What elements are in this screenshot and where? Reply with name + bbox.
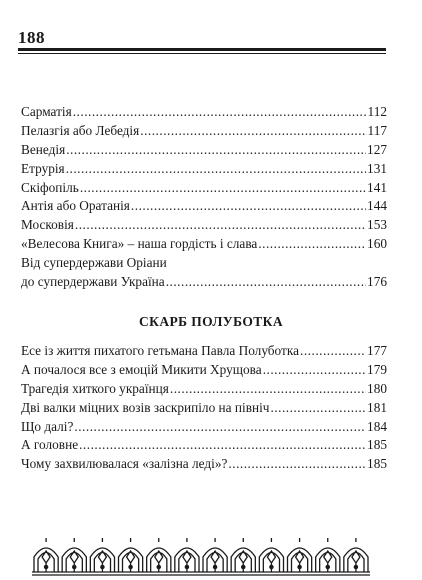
toc-entry: [21, 436, 387, 455]
toc-entry-title: Етрурія: [21, 160, 65, 176]
toc-entry: [21, 141, 387, 160]
toc-entry-page: 185: [367, 437, 387, 453]
toc-leader-dots: [80, 179, 366, 198]
toc-leader-dots: [263, 361, 366, 380]
toc-section-1: [21, 103, 387, 292]
toc-entry-page: 180: [367, 380, 387, 396]
section-heading: СКАРБ ПОЛУБОТКА: [138, 314, 283, 329]
toc-entry-title: Московія: [21, 217, 74, 233]
toc-leader-dots: [300, 342, 366, 361]
ornament-dot: [44, 565, 47, 568]
header-rule-thick: [18, 48, 386, 51]
toc-entry-page: 127: [367, 141, 387, 157]
toc-entry-title: Що далі?: [21, 418, 74, 434]
toc-entry: [21, 455, 387, 474]
ornament-dot: [129, 565, 132, 568]
toc-leader-dots: [228, 455, 366, 474]
toc-leader-dots: [73, 103, 367, 122]
toc-entry: [21, 216, 387, 235]
toc-entry-page: 176: [367, 274, 387, 290]
toc-entry-title: А головне: [21, 437, 79, 453]
toc-leader-dots: [75, 216, 366, 235]
toc-entry-page: 177: [367, 343, 387, 358]
toc-entry-title: Антія або Оратанія: [21, 198, 130, 214]
toc-entry-title: «Велесова Книга» – наша гордість і слава: [21, 236, 258, 252]
toc-entry: [21, 342, 387, 361]
toc-entry-page: 181: [367, 399, 387, 415]
toc-entry: [21, 122, 387, 141]
ornament-dot: [73, 565, 76, 568]
toc-entry: [21, 197, 387, 216]
toc-entry-page: 185: [367, 456, 387, 472]
toc-entry: [21, 418, 387, 437]
toc-entry-title: до супердержави Україна: [21, 274, 165, 290]
toc-entry-page: 179: [367, 361, 387, 377]
toc-entry-title: А почалося все з емоцій Микити Хрущова: [21, 361, 262, 377]
toc-leader-dots: [66, 160, 366, 179]
toc-leader-dots: [170, 380, 366, 399]
toc-entry-page: 112: [367, 104, 387, 119]
toc-entry-title: Дві валки міцних возів заскрипіло на північ: [21, 399, 270, 415]
toc-entry-page: 153: [367, 217, 387, 233]
toc-leader-dots: [66, 141, 366, 160]
toc-entry: [21, 399, 387, 418]
toc-entry-page: 117: [367, 122, 387, 138]
toc-entry: [21, 103, 387, 122]
toc-leader-dots: [166, 273, 366, 292]
toc-entry-page: 184: [367, 418, 387, 434]
toc-leader-dots: [258, 235, 366, 254]
toc-leader-dots: [74, 418, 366, 437]
toc-entry-title: Сарматія: [21, 104, 72, 119]
ornament-dot: [185, 565, 188, 568]
ornament-dot: [213, 565, 216, 568]
ornament-dot: [298, 565, 301, 568]
toc-entry-title: Венедія: [21, 141, 66, 157]
toc-entry-page: 141: [367, 179, 387, 195]
toc-entry-title: Трагедія хиткого українця: [21, 380, 169, 396]
decorative-border-ornament: [32, 537, 370, 577]
toc-entry-title: Пелазгія або Лебедія: [21, 122, 140, 138]
toc-entry-title: Есе із життя пихатого гетьмана Павла Полуботка: [21, 343, 300, 358]
toc-leader-dots: [140, 122, 366, 141]
toc-leader-dots: [79, 436, 366, 455]
toc-entry: [21, 235, 387, 254]
toc-entry: [21, 380, 387, 399]
toc-entry: [21, 273, 387, 292]
toc-leader-dots: [270, 399, 366, 418]
ornament-dot: [354, 565, 357, 568]
toc-entry-page: 144: [367, 198, 387, 214]
page-number: 188: [18, 28, 45, 47]
ornament-dot: [242, 565, 245, 568]
toc-entry: [21, 361, 387, 380]
toc-entry: [21, 179, 387, 198]
toc-entry-line1: Від супердержави Оріани: [21, 255, 167, 271]
toc-leader-dots: [131, 197, 366, 216]
ornament-dot: [157, 565, 160, 568]
toc-entry: [21, 160, 387, 179]
toc-entry-page: 131: [367, 160, 387, 176]
ornament-dot: [326, 565, 329, 568]
ornament-dot: [101, 565, 104, 568]
toc-entry-title: Скіфопіль: [21, 179, 79, 195]
ornament-pattern: [32, 538, 370, 575]
header-rule-thin: [18, 53, 386, 54]
toc-entry-page: 160: [367, 236, 387, 252]
ornament-dot: [270, 565, 273, 568]
toc-section-2: [21, 342, 387, 474]
toc-entry-title: Чому захвилювалася «залізна леді»?: [21, 456, 228, 472]
